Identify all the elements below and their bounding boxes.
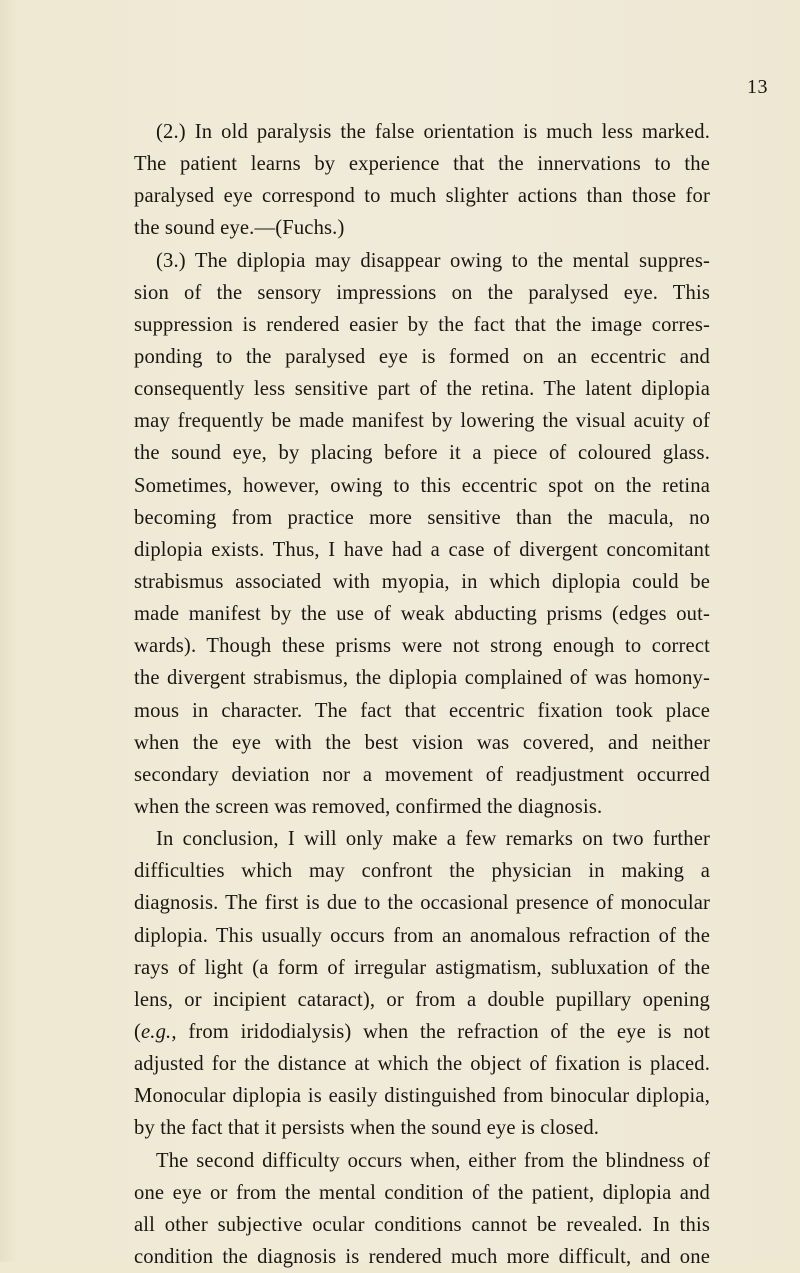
page-number: 13 [747,76,768,98]
body-text [134,116,710,1273]
text-line: when the eye with the best vision was covered, and neither [134,731,710,754]
text-line: the sound eye.—(Fuchs.) [134,217,345,240]
text-line: condition the diagnosis is rendered much more difficult, and one [134,1245,710,1268]
text-line: ponding to the paralysed eye is formed on an eccentric and [134,345,710,368]
text-line: the sound eye, by placing before it a piece of coloured glass. [134,442,710,465]
text-line: (2.) In old paralysis the false orientation is much less marked. [156,121,710,143]
text-line: all other subjective ocular conditions cannot be revealed. In this [134,1213,710,1236]
text-line: strabismus associated with myopia, in which diplopia could be [134,570,710,593]
text-line: diplopia. This usually occurs from an anomalous refraction of the [134,924,710,947]
text-line: lens, or incipient cataract), or from a double pupillary opening [134,988,710,1011]
text-line: rays of light (a form of irregular astigmatism, subluxation of the [134,956,710,979]
text-line: diplopia exists. Thus, I have had a case of divergent concomitant [134,538,710,561]
text-line: mous in character. The fact that eccentric fixation took place [134,699,710,722]
text-line: when the screen was removed, confirmed the diagnosis. [134,795,603,818]
text-line: (3.) The diplopia may disappear owing to the mental suppres- [156,249,710,272]
text-line: paralysed eye correspond to much slighter actions than those for [134,185,710,208]
text-line: (e.g., from iridodialysis) when the refraction of the eye is not [134,1020,710,1043]
text-line: becoming from practice more sensitive than the macula, no [134,506,710,529]
text-line: The patient learns by experience that the innervations to the [134,153,710,176]
text-line: Monocular diplopia is easily distinguished from binocular diplopia, [134,1085,710,1108]
text-line: the divergent strabismus, the diplopia complained of was homony- [134,667,710,690]
text-line: difficulties which may confront the physician in making a [134,860,710,883]
text-line: secondary deviation nor a movement of readjustment occurred [134,763,710,786]
text-line: wards). Though these prisms were not strong enough to correct [134,635,710,658]
text-line: suppression is rendered easier by the fact that the image corres- [134,313,710,336]
text-line: one eye or from the mental condition of the patient, diplopia and [134,1181,710,1204]
text-line: diagnosis. The first is due to the occasional presence of monocular [134,892,710,915]
text-line: by the fact that it persists when the sound eye is closed. [134,1117,600,1140]
text-line: consequently less sensitive part of the retina. The latent diplopia [134,378,710,401]
text-line: adjusted for the distance at which the object of fixation is placed. [134,1053,710,1076]
text-line: made manifest by the use of weak abducting prisms (edges out- [134,603,710,626]
text-line: The second difficulty occurs when, either from the blindness of [156,1149,710,1172]
text-line: sion of the sensory impressions on the paralysed eye. This [134,281,710,304]
text-line: In conclusion, I will only make a few remarks on two further [156,828,710,851]
text-line: may frequently be made manifest by lowering the visual acuity of [134,410,710,433]
text-line: Sometimes, however, owing to this eccentric spot on the retina [134,474,710,497]
